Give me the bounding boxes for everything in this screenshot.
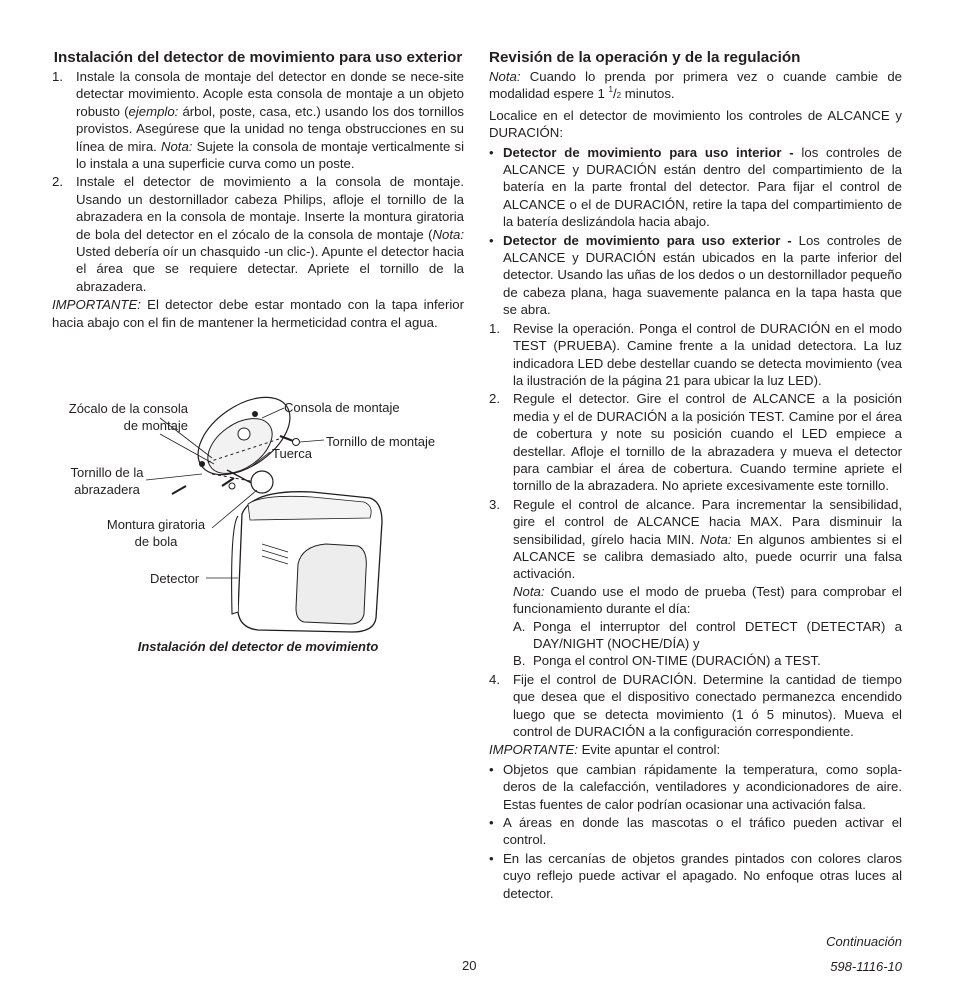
page-number: 20	[462, 958, 477, 973]
label-tornillo-montaje: Tornillo de montaje	[326, 434, 436, 449]
label-detector: Detector	[150, 571, 200, 586]
step-number: 2.	[52, 174, 63, 190]
install-step-2	[52, 173, 464, 295]
installation-figure	[52, 394, 464, 664]
avoid-list	[489, 761, 902, 902]
detector-type-item	[489, 144, 902, 231]
substep-letter: B.	[513, 653, 526, 669]
adjust-step-4	[489, 671, 902, 741]
right-heading: Revisión de la operación y de la regulación	[489, 49, 801, 66]
step-text: Usted debería oír un chasquido -un clic-). Apunte el detector hacia el área que se requiere detectar. Apriete el tornillo de la abrazadera.	[76, 244, 464, 294]
detector-type-text: los controles de ALCANCE y DURACIÓN están dentro del compartimiento de la batería en la parte frontal del detector. Para fijar el control de ALCANCE o el de DURACIÓN, retire la tapa del compartimiento de la batería deslizándola hacia abajo.	[503, 144, 903, 230]
important-text: Evite apuntar el control:	[577, 742, 721, 758]
important-text: El detector debe estar montado con la tapa inferior hacia abajo con el fin de mantener la hermeticidad contra el agua.	[52, 297, 464, 330]
step-text: Instale la consola de montaje del detector en donde se nece-site detectar movimiento. Acople esta consola de montaje a un objeto robusto (	[76, 69, 464, 119]
step-text: En algunos ambientes si el ALCANCE se calibra demasiado alto, puede ocurrir una falsa activación.	[513, 531, 902, 582]
label-consola: Consola de montaje	[284, 400, 400, 415]
label-line: Tornillo de la	[70, 465, 144, 480]
substep-letter: A.	[513, 618, 526, 634]
substep-text: Ponga el control ON-TIME (DURACIÓN) a TEST.	[533, 653, 821, 669]
bullet: •	[489, 850, 494, 866]
step-emphasis: ejemplo:	[128, 103, 179, 119]
label-zocalo	[52, 400, 188, 434]
step-number: 2.	[489, 391, 500, 407]
step-text: árbol, poste, casa, etc.) usando los dos tornillos provistos. Asegúrese que la unidad no tenga obstrucciones en su línea de mira.	[76, 103, 465, 154]
note-text: Cuando lo prenda por primera vez o cuande cambie de modalidad espere 1	[489, 69, 902, 102]
detector-type-title: Detector de movimiento para uso exterior -	[503, 232, 792, 248]
step-number: 3.	[489, 496, 500, 512]
detector-type-text: Los controles de ALCANCE y DURACIÓN están ubicados en la parte inferior del detector. Usando las uñas de los dedos o un destornillador pequeño de cabeza plana, haga suavemente palanca en la tapa hasta que se abra.	[503, 232, 902, 318]
important-label: IMPORTANTE:	[489, 742, 578, 758]
startup-note	[489, 68, 902, 105]
substep-text: Ponga el interruptor del control DETECT (DETECTAR) a DAY/NIGHT (NOCHE/DÍA) y	[533, 618, 902, 651]
step-text: Instale el detector de movimiento a la consola de montaje. Usando un destornillador cabeza Philips, afloje el tornillo de la abrazadera en la consola de montaje. Inserte la montura giratoria de bola del detector en el zócalo de la consola de montaje (	[76, 174, 464, 242]
adjust-step-1	[489, 320, 902, 390]
label-line: Zócalo de la consola	[68, 401, 188, 416]
detector-type-item	[489, 232, 902, 319]
bullet: •	[489, 144, 494, 160]
adjust-step-3	[489, 496, 902, 670]
step-number: 1.	[489, 320, 500, 336]
avoid-item	[489, 850, 902, 902]
step-note-label: Nota:	[699, 531, 732, 547]
step-number: 1.	[52, 69, 63, 84]
continued-label: Continuación	[826, 934, 902, 949]
avoid-item	[489, 761, 902, 813]
step-text: Sujete la consola de montaje verticalmente si lo instala a una superficie curva como un poste.	[76, 138, 465, 172]
left-column	[52, 48, 464, 333]
step-number: 4.	[489, 671, 500, 687]
install-step-1	[52, 68, 464, 172]
avoid-text: En las cercanías de objetos grandes pintados con colores claros cuyo reflejo puede activar el apagado. No enfoque otras luces al detector.	[503, 850, 902, 901]
step-note-label: Nota:	[160, 138, 193, 154]
note-text: minutos.	[621, 86, 675, 102]
label-tuerca: Tuerca	[272, 446, 312, 461]
right-important	[489, 741, 902, 758]
left-important	[52, 296, 464, 331]
avoid-text: A áreas en donde las mascotas o el tráfico pueden activar el control.	[503, 815, 902, 848]
note-label: Nota:	[489, 69, 521, 84]
right-column	[489, 48, 902, 903]
step-text: Revise la operación. Ponga el control de DURACIÓN en el modo TEST (PRUEBA). Camine frente a la unidad detectora. La luz indicadora LED debe destellar cuando se detecta movimiento (vea la ilustración de la página 21 para ubicar la luz LED).	[513, 320, 902, 388]
locate-controls: Localice en el detector de movimiento los controles de ALCANCE y DURACIÓN:	[489, 107, 902, 141]
important-label: IMPORTANTE:	[52, 297, 141, 313]
step-note-label: Nota:	[513, 583, 545, 599]
label-line: de montaje	[123, 418, 188, 433]
avoid-item	[489, 814, 902, 849]
document-code: 598-1116-10	[830, 959, 902, 974]
left-heading: Instalación del detector de movimiento para uso exterior	[53, 49, 463, 66]
step-text: Cuando use el modo de prueba (Test) para comprobar el funcionamiento durante el día:	[513, 583, 902, 617]
bullet: •	[489, 232, 494, 248]
bullet: •	[489, 761, 494, 777]
fraction-denominator: 2	[616, 91, 622, 101]
figure-caption: Instalación del detector de movimiento	[137, 639, 379, 654]
test-mode-note	[513, 583, 902, 618]
label-line: abrazadera	[74, 482, 140, 497]
avoid-text: Objetos que cambian rápidamente la temperatura, como sopla-deros de la calefacción, ventiladores y acondicionadores de aire. Estas fuentes de calor podrían ocasionar una activación falsa.	[503, 761, 902, 812]
label-abrazadera	[52, 464, 162, 498]
fraction-slash: /	[612, 86, 617, 102]
bullet: •	[489, 815, 494, 831]
substep-b	[513, 652, 902, 669]
step-note-label: Nota:	[432, 226, 464, 242]
step-text: Regule el control de alcance. Para incrementar la sensibilidad, gire el control de ALCANCE hacia MAX. Para disminuir la sensibilidad, gírelo hacia MIN.	[513, 496, 902, 547]
label-line: de bola	[134, 534, 178, 549]
detector-type-title: Detector de movimiento para uso interior -	[503, 144, 794, 160]
install-steps	[52, 68, 464, 295]
adjust-steps	[489, 320, 902, 741]
detector-type-list	[489, 144, 902, 319]
step-text: Fije el control de DURACIÓN. Determine la cantidad de tiempo que desea que el dispositivo conectado permanezca encendido luego que se detecta movimiento (1 ó 5 minutos). Mueva el control de DURACIÓN a la configuración correspondiente.	[513, 671, 902, 740]
label-line: Montura giratoria	[106, 517, 206, 532]
adjust-step-2	[489, 390, 902, 494]
step-text: Regule el detector. Gire el control de ALCANCE a la posición media y el de DURACIÓN a la posición TEST. Camine por el área de cobertura y note su posición cuando el LED empiece a destellar. Afloje el tornillo de la abrazadera y mueva el detector para cambiar el área de cobertura. Cuando termine apriete el tornillo de la abrazadera. No apriete excesivamente este tornillo.	[513, 391, 902, 494]
substep-a	[513, 618, 902, 653]
fraction-numerator: 1	[608, 85, 613, 95]
label-montura	[94, 516, 218, 550]
